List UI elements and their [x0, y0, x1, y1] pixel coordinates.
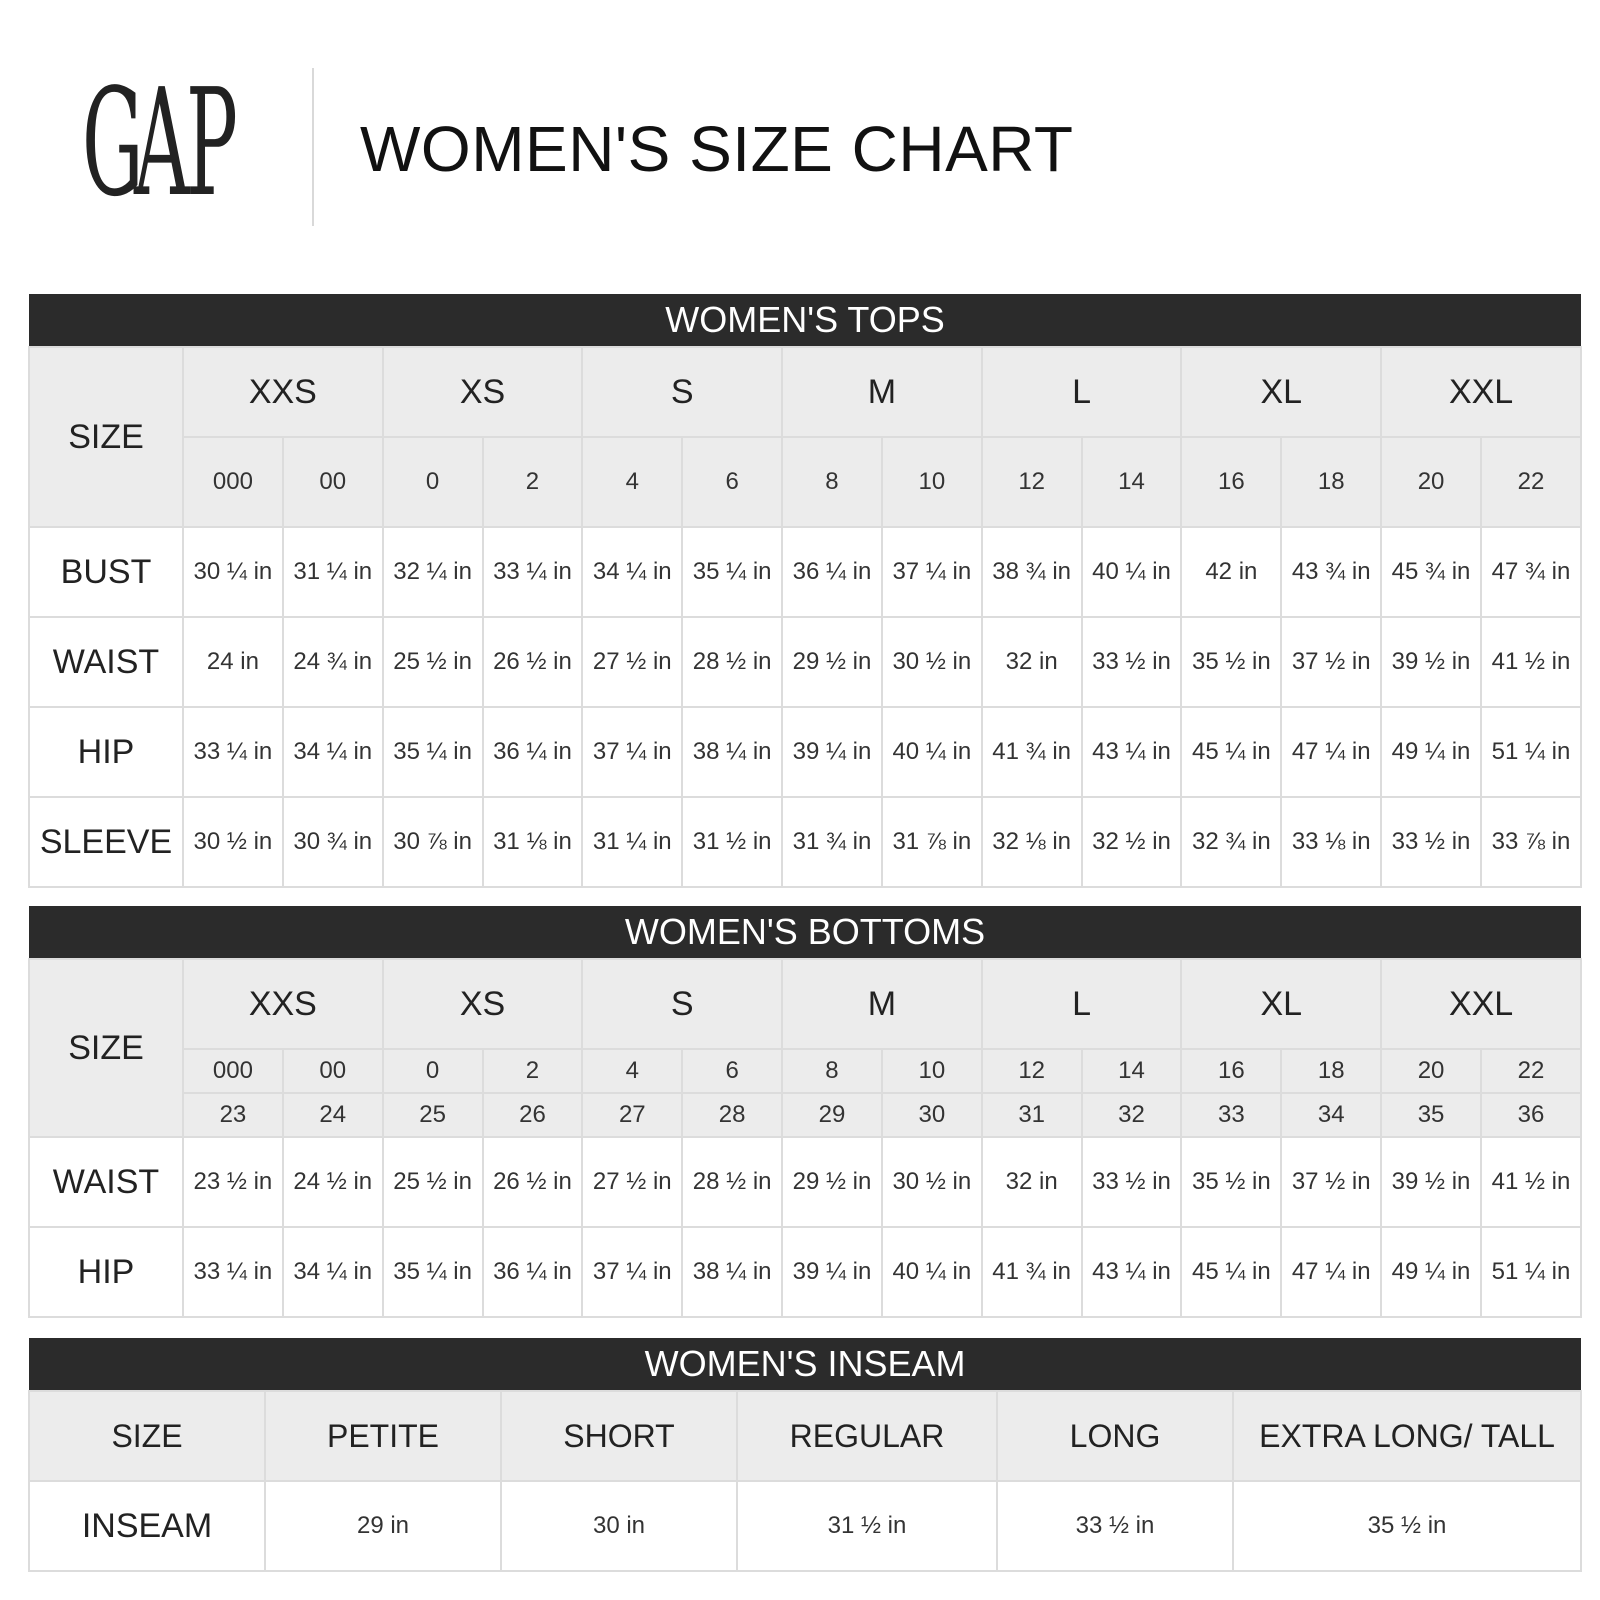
tops-alpha-size: M [782, 347, 982, 437]
tops-measurement-cell: 32 in [982, 617, 1082, 707]
tops-numeric-size: 4 [582, 437, 682, 527]
tops-measurement-cell: 31 ½ in [682, 797, 782, 887]
inseam-col-long: LONG [997, 1391, 1233, 1481]
bottoms-numeric-size: 14 [1082, 1049, 1182, 1093]
inseam-col-regular: REGULAR [737, 1391, 997, 1481]
bottoms-alpha-size: S [582, 959, 782, 1049]
tops-measurement-cell: 39 ½ in [1381, 617, 1481, 707]
bottoms-measurement-cell: 32 in [982, 1137, 1082, 1227]
bottoms-waist-size: 35 [1381, 1093, 1481, 1137]
inseam-col-petite: PETITE [265, 1391, 501, 1481]
tops-measurement-cell: 33 ¼ in [483, 527, 583, 617]
bottoms-measurement-cell: 45 ¼ in [1181, 1227, 1281, 1317]
tops-measurement-cell: 43 ¼ in [1082, 707, 1182, 797]
tops-measurement-cell: 32 ⅛ in [982, 797, 1082, 887]
bottoms-waist-size: 29 [782, 1093, 882, 1137]
bottoms-numeric-size: 20 [1381, 1049, 1481, 1093]
tops-alpha-size: S [582, 347, 782, 437]
tops-measurement-cell: 33 ½ in [1082, 617, 1182, 707]
bottoms-measurement-cell: 37 ¼ in [582, 1227, 682, 1317]
bottoms-alpha-size: XS [383, 959, 583, 1049]
tops-measurement-cell: 45 ¾ in [1381, 527, 1481, 617]
inseam-value-short: 30 in [501, 1481, 737, 1571]
tops-numeric-size: 0 [383, 437, 483, 527]
table-row [29, 617, 1581, 707]
bottoms-row-label: WAIST [29, 1137, 183, 1227]
bottoms-measurement-cell: 29 ½ in [782, 1137, 882, 1227]
tops-measurement-cell: 37 ½ in [1281, 617, 1381, 707]
inseam-value-long: 33 ½ in [997, 1481, 1233, 1571]
bottoms-waist-size: 24 [283, 1093, 383, 1137]
inseam-banner: WOMEN'S INSEAM [29, 1338, 1581, 1391]
bottoms-numeric-size: 4 [582, 1049, 682, 1093]
bottoms-measurement-cell: 25 ½ in [383, 1137, 483, 1227]
bottoms-measurement-cell: 40 ¼ in [882, 1227, 982, 1317]
tops-measurement-cell: 41 ¾ in [982, 707, 1082, 797]
tops-measurement-cell: 33 ⅛ in [1281, 797, 1381, 887]
bottoms-measurement-cell: 38 ¼ in [682, 1227, 782, 1317]
tops-measurement-cell: 31 ¼ in [283, 527, 383, 617]
bottoms-waist-size: 26 [483, 1093, 583, 1137]
tops-numeric-size: 000 [183, 437, 283, 527]
bottoms-size-label: SIZE [29, 959, 183, 1137]
tops-row-label: WAIST [29, 617, 183, 707]
bottoms-alpha-size: XXL [1381, 959, 1581, 1049]
tops-row-label: BUST [29, 527, 183, 617]
bottoms-measurement-cell: 33 ½ in [1082, 1137, 1182, 1227]
tops-measurement-cell: 26 ½ in [483, 617, 583, 707]
table-row [29, 1227, 1581, 1317]
tops-measurement-cell: 24 ¾ in [283, 617, 383, 707]
tops-measurement-cell: 35 ¼ in [682, 527, 782, 617]
bottoms-numeric-size: 000 [183, 1049, 283, 1093]
tops-numeric-size: 00 [283, 437, 383, 527]
tops-numeric-size: 16 [1181, 437, 1281, 527]
tops-numeric-size: 14 [1082, 437, 1182, 527]
bottoms-numeric-size: 2 [483, 1049, 583, 1093]
tops-numeric-size: 10 [882, 437, 982, 527]
tops-numeric-size: 20 [1381, 437, 1481, 527]
tops-measurement-cell: 41 ½ in [1481, 617, 1581, 707]
tops-measurement-cell: 29 ½ in [782, 617, 882, 707]
bottoms-waist-size: 32 [1082, 1093, 1182, 1137]
bottoms-measurement-cell: 35 ½ in [1181, 1137, 1281, 1227]
tops-numeric-size: 2 [483, 437, 583, 527]
inseam-size-label: SIZE [29, 1391, 265, 1481]
bottoms-alpha-size: M [782, 959, 982, 1049]
table-row [29, 797, 1581, 887]
table-row [29, 707, 1581, 797]
tops-row-label: HIP [29, 707, 183, 797]
table-row [29, 527, 1581, 617]
tops-measurement-cell: 35 ½ in [1181, 617, 1281, 707]
bottoms-alpha-size: XXS [183, 959, 383, 1049]
tops-measurement-cell: 30 ¾ in [283, 797, 383, 887]
bottoms-measurement-cell: 35 ¼ in [383, 1227, 483, 1317]
tops-measurement-cell: 33 ⅞ in [1481, 797, 1581, 887]
bottoms-numeric-size: 18 [1281, 1049, 1381, 1093]
tops-measurement-cell: 37 ¼ in [882, 527, 982, 617]
tops-measurement-cell: 49 ¼ in [1381, 707, 1481, 797]
bottoms-numeric-size: 16 [1181, 1049, 1281, 1093]
bottoms-measurement-cell: 24 ½ in [283, 1137, 383, 1227]
bottoms-waist-size: 31 [982, 1093, 1082, 1137]
tops-banner: WOMEN'S TOPS [29, 294, 1581, 347]
tops-measurement-cell: 47 ¾ in [1481, 527, 1581, 617]
tops-measurement-cell: 33 ¼ in [183, 707, 283, 797]
tops-numeric-size: 22 [1481, 437, 1581, 527]
tops-measurement-cell: 38 ¾ in [982, 527, 1082, 617]
tops-alpha-size: XL [1181, 347, 1381, 437]
tops-size-label: SIZE [29, 347, 183, 527]
tops-measurement-cell: 42 in [1181, 527, 1281, 617]
bottoms-numeric-size: 6 [682, 1049, 782, 1093]
bottoms-measurement-cell: 47 ¼ in [1281, 1227, 1381, 1317]
bottoms-measurement-cell: 39 ¼ in [782, 1227, 882, 1317]
tops-measurement-cell: 36 ¼ in [782, 527, 882, 617]
bottoms-measurement-cell: 37 ½ in [1281, 1137, 1381, 1227]
tops-table [28, 294, 1582, 888]
bottoms-waist-size: 30 [882, 1093, 982, 1137]
inseam-col-short: SHORT [501, 1391, 737, 1481]
tops-numeric-size: 8 [782, 437, 882, 527]
tops-measurement-cell: 31 ⅞ in [882, 797, 982, 887]
bottoms-waist-size: 27 [582, 1093, 682, 1137]
bottoms-measurement-cell: 36 ¼ in [483, 1227, 583, 1317]
gap-logo [82, 57, 238, 229]
tops-numeric-size: 18 [1281, 437, 1381, 527]
bottoms-measurement-cell: 27 ½ in [582, 1137, 682, 1227]
tops-measurement-cell: 34 ¼ in [283, 707, 383, 797]
tops-measurement-cell: 39 ¼ in [782, 707, 882, 797]
bottoms-measurement-cell: 33 ¼ in [183, 1227, 283, 1317]
tops-measurement-cell: 38 ¼ in [682, 707, 782, 797]
inseam-row-label: INSEAM [29, 1481, 265, 1571]
tops-measurement-cell: 51 ¼ in [1481, 707, 1581, 797]
tops-numeric-size: 12 [982, 437, 1082, 527]
bottoms-numeric-size: 22 [1481, 1049, 1581, 1093]
tops-alpha-size: XXS [183, 347, 383, 437]
tops-measurement-cell: 47 ¼ in [1281, 707, 1381, 797]
bottoms-measurement-cell: 41 ½ in [1481, 1137, 1581, 1227]
bottoms-measurement-cell: 51 ¼ in [1481, 1227, 1581, 1317]
bottoms-numeric-size: 12 [982, 1049, 1082, 1093]
bottoms-measurement-cell: 43 ¼ in [1082, 1227, 1182, 1317]
bottoms-measurement-cell: 39 ½ in [1381, 1137, 1481, 1227]
tops-measurement-cell: 43 ¾ in [1281, 527, 1381, 617]
bottoms-waist-size: 23 [183, 1093, 283, 1137]
tops-measurement-cell: 32 ¾ in [1181, 797, 1281, 887]
bottoms-measurement-cell: 23 ½ in [183, 1137, 283, 1227]
bottoms-waist-size: 36 [1481, 1093, 1581, 1137]
bottoms-alpha-size: L [982, 959, 1182, 1049]
tops-measurement-cell: 28 ½ in [682, 617, 782, 707]
bottoms-waist-size: 28 [682, 1093, 782, 1137]
tops-alpha-size: L [982, 347, 1182, 437]
bottoms-table [28, 906, 1582, 1318]
tops-measurement-cell: 27 ½ in [582, 617, 682, 707]
tops-measurement-cell: 45 ¼ in [1181, 707, 1281, 797]
tops-measurement-cell: 30 ⅞ in [383, 797, 483, 887]
tops-measurement-cell: 30 ½ in [882, 617, 982, 707]
table-row [29, 1137, 1581, 1227]
bottoms-numeric-size: 10 [882, 1049, 982, 1093]
bottoms-numeric-size: 00 [283, 1049, 383, 1093]
tops-measurement-cell: 31 ¾ in [782, 797, 882, 887]
tops-alpha-size: XS [383, 347, 583, 437]
tops-numeric-size: 6 [682, 437, 782, 527]
tops-row-label: SLEEVE [29, 797, 183, 887]
tops-measurement-cell: 30 ¼ in [183, 527, 283, 617]
logo-letter-p: P [186, 57, 238, 229]
bottoms-row-label: HIP [29, 1227, 183, 1317]
tops-measurement-cell: 40 ¼ in [1082, 527, 1182, 617]
logo-letter-a: A [134, 57, 190, 229]
bottoms-numeric-size: 0 [383, 1049, 483, 1093]
tops-measurement-cell: 36 ¼ in [483, 707, 583, 797]
bottoms-waist-size: 34 [1281, 1093, 1381, 1137]
tops-alpha-size: XXL [1381, 347, 1581, 437]
tops-measurement-cell: 32 ¼ in [383, 527, 483, 617]
inseam-col-extra-long-tall: EXTRA LONG/ TALL [1233, 1391, 1581, 1481]
bottoms-measurement-cell: 28 ½ in [682, 1137, 782, 1227]
tops-measurement-cell: 33 ½ in [1381, 797, 1481, 887]
bottoms-banner: WOMEN'S BOTTOMS [29, 906, 1581, 959]
inseam-table [28, 1338, 1582, 1572]
tops-measurement-cell: 34 ¼ in [582, 527, 682, 617]
bottoms-numeric-size: 8 [782, 1049, 882, 1093]
tops-measurement-cell: 25 ½ in [383, 617, 483, 707]
bottoms-measurement-cell: 26 ½ in [483, 1137, 583, 1227]
tops-measurement-cell: 32 ½ in [1082, 797, 1182, 887]
inseam-value-regular: 31 ½ in [737, 1481, 997, 1571]
bottoms-measurement-cell: 30 ½ in [882, 1137, 982, 1227]
logo-letter-g: G [82, 57, 144, 229]
tops-measurement-cell: 31 ¼ in [582, 797, 682, 887]
bottoms-measurement-cell: 34 ¼ in [283, 1227, 383, 1317]
bottoms-alpha-size: XL [1181, 959, 1381, 1049]
tops-measurement-cell: 31 ⅛ in [483, 797, 583, 887]
bottoms-waist-size: 25 [383, 1093, 483, 1137]
bottoms-measurement-cell: 49 ¼ in [1381, 1227, 1481, 1317]
tops-measurement-cell: 24 in [183, 617, 283, 707]
page-title: WOMEN'S SIZE CHART [360, 113, 1074, 185]
tops-measurement-cell: 35 ¼ in [383, 707, 483, 797]
header-divider [312, 68, 314, 226]
inseam-value-petite: 29 in [265, 1481, 501, 1571]
tops-measurement-cell: 37 ¼ in [582, 707, 682, 797]
tops-measurement-cell: 30 ½ in [183, 797, 283, 887]
inseam-value-extra-long-tall: 35 ½ in [1233, 1481, 1581, 1571]
bottoms-measurement-cell: 41 ¾ in [982, 1227, 1082, 1317]
tops-measurement-cell: 40 ¼ in [882, 707, 982, 797]
bottoms-waist-size: 33 [1181, 1093, 1281, 1137]
